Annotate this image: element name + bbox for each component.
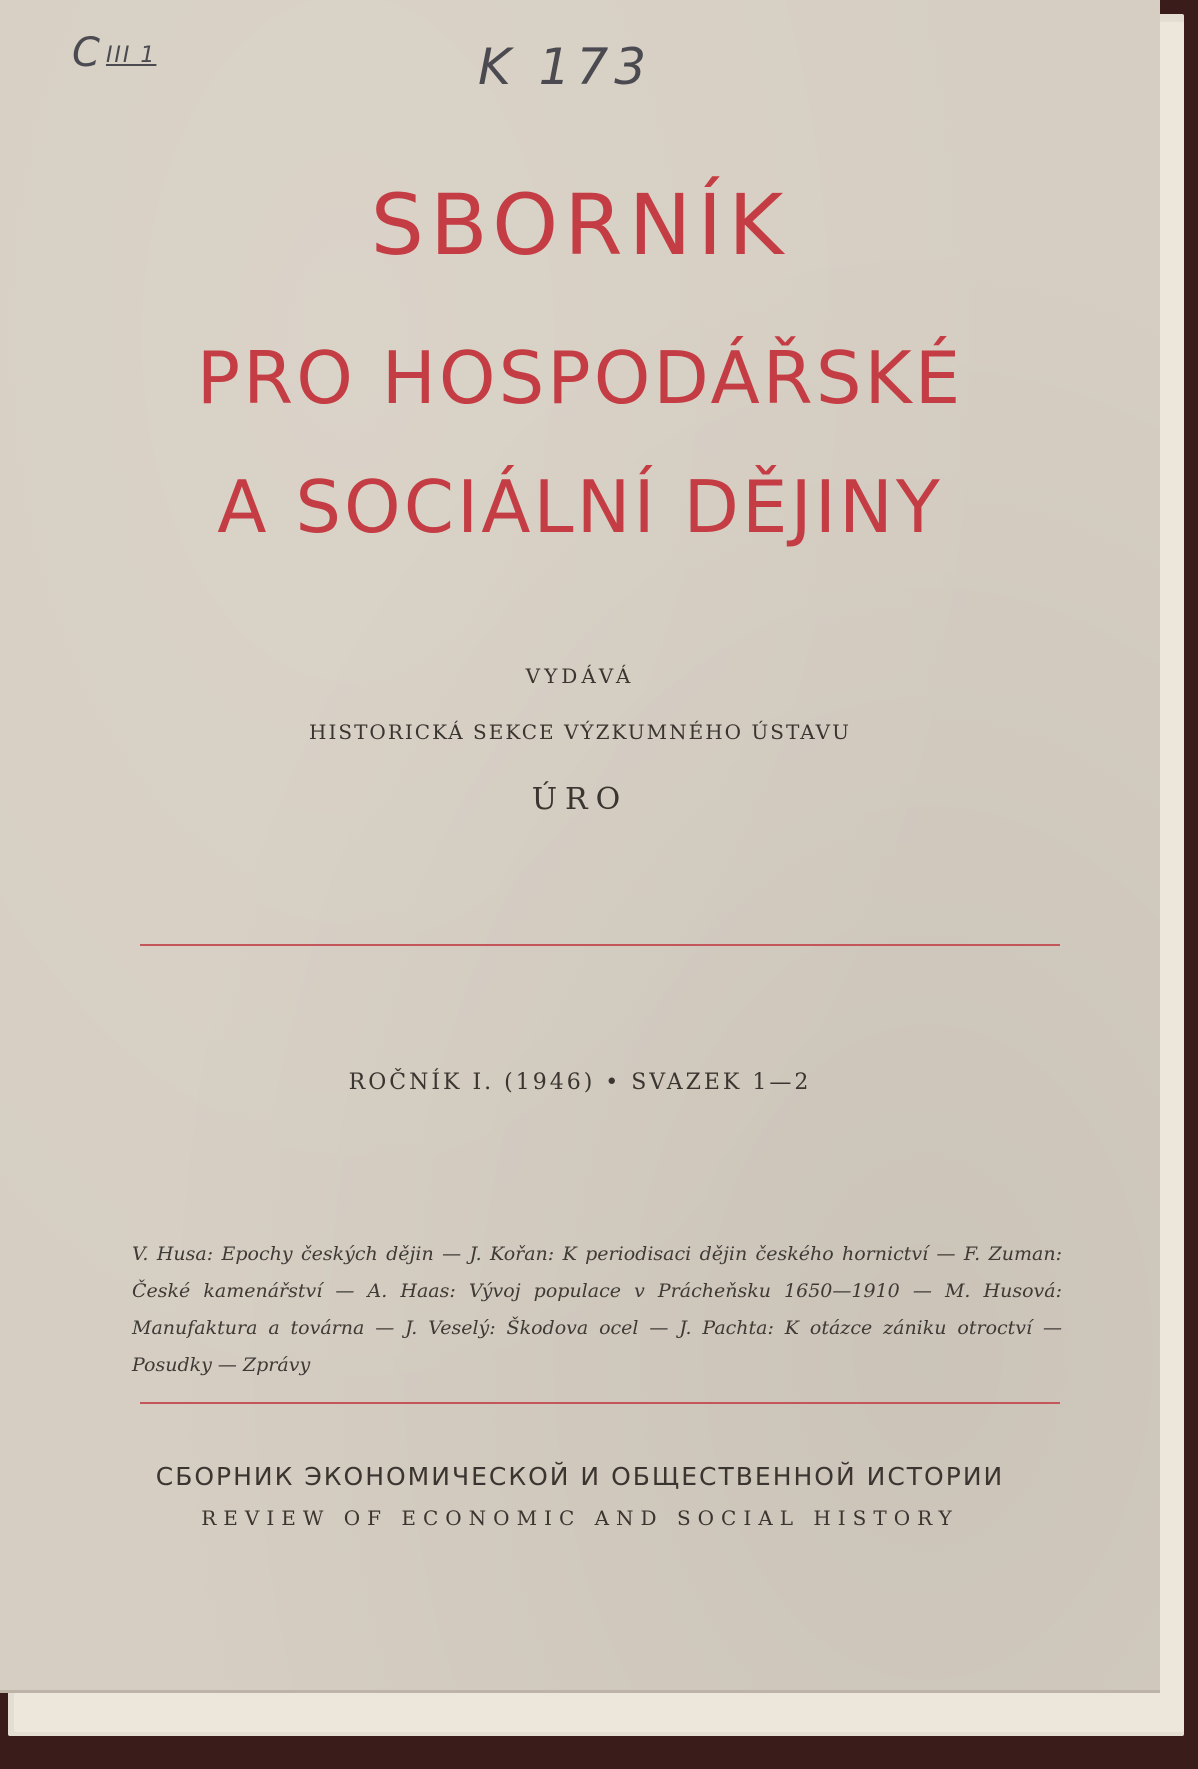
divider-bottom bbox=[140, 1402, 1060, 1404]
divider-top bbox=[140, 944, 1060, 946]
title-line-1: SBORNÍK bbox=[370, 176, 790, 274]
call-number-sub: III 1 bbox=[105, 42, 157, 68]
handwritten-call-number bbox=[72, 30, 156, 76]
title-line-2: PRO HOSPODÁŘSKÉ bbox=[196, 336, 964, 420]
title-line-3: A SOCIÁLNÍ DĚJINY bbox=[217, 465, 943, 549]
publisher-abbreviation: ÚRO bbox=[531, 782, 629, 817]
english-subtitle: REVIEW OF ECONOMIC AND SOCIAL HISTORY bbox=[201, 1506, 959, 1530]
issue-info: ROČNÍK I. (1946) • SVAZEK 1—2 bbox=[348, 1070, 812, 1095]
publisher-institution: HISTORICKÁ SEKCE VÝZKUMNÉHO ÚSTAVU bbox=[309, 720, 851, 744]
table-of-contents: V. Husa: Epochy českých dějin — J. Kořan: K periodisaci dějin českého hornictví — F. Zuman: České kamenářství — A. Haas: Vývoj populace v Prácheňsku 1650—1910 — M. Husová: Manufaktura a továrna — J. Veselý: Škodova ocel — J. Pachta: K otázce zániku otroctví — Posudky — Zprávy bbox=[132, 1243, 1062, 1376]
publisher-label: VYDÁVÁ bbox=[525, 664, 635, 688]
call-number-letter: C bbox=[72, 30, 102, 76]
handwritten-inventory-number: K 173 bbox=[478, 38, 653, 96]
russian-subtitle: СБОРНИК ЭКОНОМИЧЕСКОЙ И ОБЩЕСТВЕННОЙ ИСТОРИИ bbox=[155, 1462, 1005, 1491]
